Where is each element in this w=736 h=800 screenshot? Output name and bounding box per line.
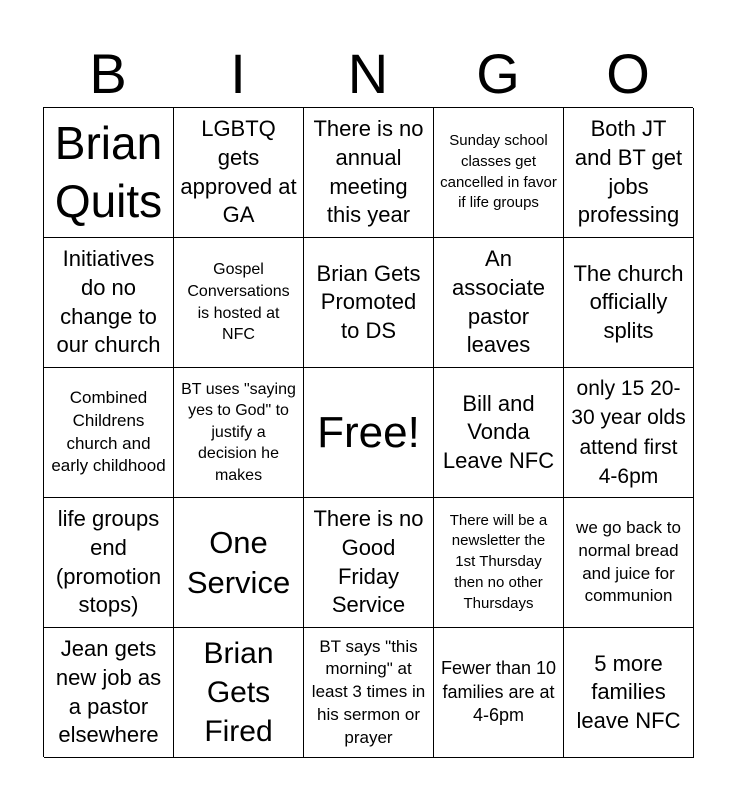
header-letter-n: N	[347, 42, 389, 105]
bingo-cell-r5-c3[interactable]: BT says "this morning" at least 3 times in his sermon or prayer	[304, 628, 434, 758]
bingo-cell-r5-c4[interactable]: Fewer than 10 families are at 4-6pm	[434, 628, 564, 758]
bingo-cell-r2-c5[interactable]: The church officially splits	[564, 238, 694, 368]
bingo-cell-r4-c3[interactable]: There is no Good Friday Service	[304, 498, 434, 628]
bingo-cell-r5-c1[interactable]: Jean gets new job as a pastor elsewhere	[44, 628, 174, 758]
bingo-cell-r1-c2[interactable]: LGBTQ gets approved at GA	[174, 108, 304, 238]
bingo-cell-r1-c4[interactable]: Sunday school classes get cancelled in favor if life groups	[434, 108, 564, 238]
header-letter-i: I	[230, 42, 246, 105]
bingo-cell-r4-c5[interactable]: we go back to normal bread and juice for communion	[564, 498, 694, 628]
bingo-cell-r3-c5[interactable]: only 15 20-30 year olds attend first 4-6pm	[564, 368, 694, 498]
bingo-cell-r2-c3[interactable]: Brian Gets Promoted to DS	[304, 238, 434, 368]
bingo-cell-r4-c4[interactable]: There will be a newsletter the 1st Thursday then no other Thursdays	[434, 498, 564, 628]
bingo-cell-r3-c4[interactable]: Bill and Vonda Leave NFC	[434, 368, 564, 498]
bingo-cell-r4-c1[interactable]: life groups end (promotion stops)	[44, 498, 174, 628]
header-letter-o: O	[606, 42, 650, 105]
bingo-header	[43, 40, 693, 108]
bingo-cell-r2-c4[interactable]: An associate pastor leaves	[434, 238, 564, 368]
bingo-cell-r2-c2[interactable]: Gospel Conversations is hosted at NFC	[174, 238, 304, 368]
bingo-cell-r5-c5[interactable]: 5 more families leave NFC	[564, 628, 694, 758]
bingo-cell-r1-c1[interactable]: Brian Quits	[44, 108, 174, 238]
bingo-board	[43, 107, 693, 757]
bingo-cell-free[interactable]: Free!	[304, 368, 434, 498]
bingo-cell-r2-c1[interactable]: Initiatives do no change to our church	[44, 238, 174, 368]
bingo-cell-r3-c1[interactable]: Combined Childrens church and early childhood	[44, 368, 174, 498]
header-letter-b: B	[89, 42, 127, 105]
bingo-cell-r1-c3[interactable]: There is no annual meeting this year	[304, 108, 434, 238]
header-letter-g: G	[476, 42, 520, 105]
bingo-cell-r1-c5[interactable]: Both JT and BT get jobs professing	[564, 108, 694, 238]
bingo-cell-r5-c2[interactable]: Brian Gets Fired	[174, 628, 304, 758]
bingo-cell-r3-c2[interactable]: BT uses "saying yes to God" to justify a decision he makes	[174, 368, 304, 498]
bingo-cell-r4-c2[interactable]: One Service	[174, 498, 304, 628]
